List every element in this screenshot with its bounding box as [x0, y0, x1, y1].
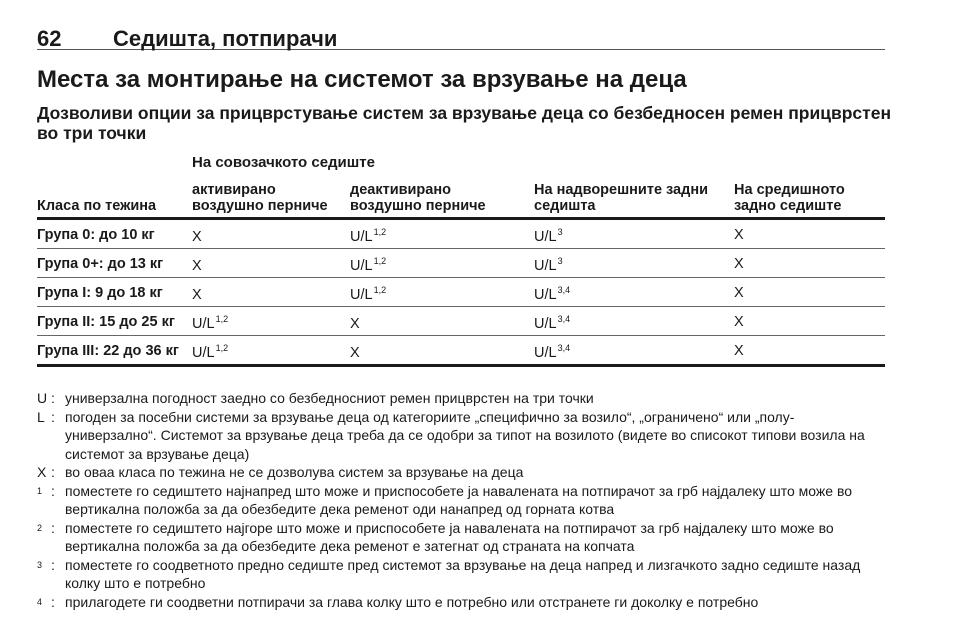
note-text: поместете го седиштето најнапред што може и приспособете ја навалената на потпирачот за грб најдалеку што може во вертикална положба за да обезбедите дека ременот оди нанапред од горната котва: [65, 482, 853, 517]
note-item: [37, 463, 885, 482]
row-group: Група II: 15 до 25 кг: [37, 314, 175, 330]
note-item: [37, 519, 885, 556]
column-headers: [37, 180, 885, 220]
note-separator: :: [51, 519, 55, 536]
table-row: [37, 307, 885, 336]
note-text: прилагодете ги соодветни потпирачи за глава колку што е потребно или отстранете ги доколку е потребно: [65, 593, 759, 610]
note-separator: :: [51, 408, 55, 425]
page-header: [37, 18, 885, 50]
note-key: 2: [37, 522, 43, 533]
note-item: [37, 593, 885, 615]
note-text: поместете го соодветното предно седиште пред системот за врзување на деца напред и лизгачкото задно седиште назад колку што е потребно: [65, 556, 861, 591]
cell-airbag-off: $U/L^{1,2}$: [350, 256, 387, 274]
note-separator: :: [51, 482, 55, 499]
cell-outer-rear: $U/L^{3,4}$: [534, 285, 571, 303]
note-separator: :: [51, 556, 55, 573]
cell-outer-rear: $U/L^{3,4}$: [534, 314, 571, 332]
note-separator: :: [51, 390, 55, 406]
row-group: Група I: 9 до 18 кг: [37, 285, 163, 301]
super-header: На совозачкото седиште: [192, 154, 375, 171]
cell-middle-rear: X: [734, 285, 744, 301]
cell-middle-rear: X: [734, 256, 744, 272]
row-group: Група 0+: до 13 кг: [37, 256, 164, 272]
cell-airbag-off: X: [350, 316, 360, 332]
col-head-outer-rear: На надворешните задни седишта: [534, 182, 708, 214]
cell-airbag-on: X: [192, 229, 202, 245]
note-item: [37, 482, 885, 519]
subtitle: Дозволиви опции за прицврстување систем за врзување деца со безбедносен ремен прицврстен во три точки: [37, 103, 892, 143]
cell-airbag-off: $U/L^{1,2}$: [350, 227, 387, 245]
cell-airbag-off: X: [350, 345, 360, 361]
note-key: 4: [37, 596, 43, 607]
row-group: Група 0: до 10 кг: [37, 227, 155, 243]
note-key: U: [37, 390, 48, 406]
col-head-airbag-on: активирано воздушно перниче: [192, 182, 328, 214]
cell-airbag-off: $U/L^{1,2}$: [350, 285, 387, 303]
note-key: 1: [37, 485, 43, 496]
note-text: поместете го седиштето најгоре што може и приспособете ја навалената на потпирачот за грб најдалеку што може во вертикална положба за да обезбедите дека ременот е затегнат од страната на копчата: [65, 519, 834, 554]
cell-airbag-on: $U/L^{1,2}$: [192, 343, 229, 361]
cell-airbag-on: X: [192, 287, 202, 303]
note-text: универзална погодност заедно со безбедносниот ремен прицврстен на три точки: [65, 390, 594, 406]
cell-middle-rear: X: [734, 314, 744, 330]
col-head-weight-class: Класа по тежина: [37, 198, 157, 214]
cell-outer-rear: $U/L^3$: [534, 227, 563, 245]
section-title: Места за монтирање на системот за врзување на деца: [37, 66, 687, 93]
note-key: 3: [37, 559, 43, 570]
col-head-middle-rear: На средишното задно седиште: [734, 182, 845, 214]
note-separator: :: [51, 464, 55, 480]
cell-airbag-on: X: [192, 258, 202, 274]
chapter-title: Седишта, потпирачи: [113, 26, 338, 51]
table-rows: [37, 220, 885, 367]
note-item: [37, 408, 885, 464]
cell-outer-rear: $U/L^{3,4}$: [534, 343, 571, 361]
table-row: [37, 278, 885, 307]
note-key: L: [37, 408, 45, 425]
cell-outer-rear: $U/L^3$: [534, 256, 563, 274]
col-head-airbag-off: деактивирано воздушно перниче: [350, 182, 486, 214]
note-item: [37, 389, 885, 408]
legend-notes: [37, 389, 885, 614]
table-row: [37, 249, 885, 278]
page-number: 62: [37, 26, 62, 51]
cell-middle-rear: X: [734, 227, 744, 243]
cell-middle-rear: X: [734, 343, 744, 359]
row-group: Група III: 22 до 36 кг: [37, 343, 179, 359]
note-key: X: [37, 464, 47, 480]
note-text: погоден за посебни системи за врзување деца од категориите „специфично за возило“, „ограничено“ или „полу-универзално“. Системот за врзување деца треба да се одобри за типот на возилото (видете во списокот типови возила на системот за врзување деца): [65, 408, 865, 462]
table-row: [37, 220, 885, 249]
note-text: во оваа класа по тежина не се дозволува систем за врзување на деца: [65, 464, 524, 480]
note-item: [37, 556, 885, 593]
table-row: [37, 336, 885, 367]
cell-airbag-on: $U/L^{1,2}$: [192, 314, 229, 332]
note-separator: :: [51, 593, 55, 610]
